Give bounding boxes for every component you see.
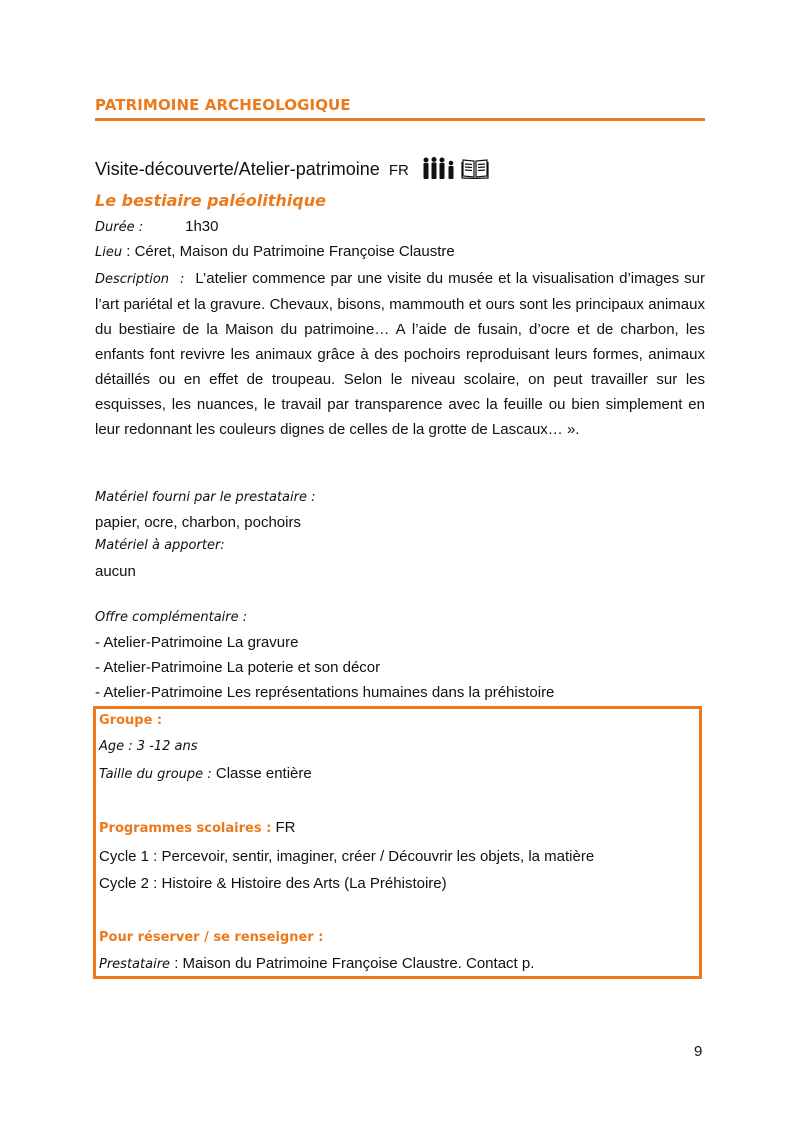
programs-row xyxy=(99,819,295,836)
book-icon xyxy=(461,157,489,179)
provider-row xyxy=(99,955,534,972)
section-title: PATRIMOINE ARCHEOLOGIQUE xyxy=(95,96,351,114)
cycle-2: Cycle 2 : Histoire & Histoire des Arts (La Préhistoire) xyxy=(99,875,447,892)
programs-label: Programmes scolaires : xyxy=(99,821,272,836)
family-icon xyxy=(422,157,456,179)
description-separator: : xyxy=(175,272,185,287)
location-label: Lieu xyxy=(95,245,123,260)
duration-row xyxy=(95,218,218,235)
location-value: : Céret, Maison du Patrimoine Françoise Claustre xyxy=(122,243,455,260)
booking-label: Pour réserver / se renseigner : xyxy=(99,930,324,945)
activity-title xyxy=(95,157,489,184)
programs-value: FR xyxy=(271,819,296,836)
page-number: 9 xyxy=(694,1043,703,1060)
provider-label: Prestataire xyxy=(99,957,171,972)
age-label: Age : 3 -12 ans xyxy=(99,739,198,754)
group-label: Groupe : xyxy=(99,713,163,728)
offer-item: - Atelier-Patrimoine La poterie et son décor xyxy=(95,659,381,676)
complementary-offer-label: Offre complémentaire : xyxy=(95,610,248,625)
cycle-1: Cycle 1 : Percevoir, sentir, imaginer, créer / Découvrir les objets, la matière xyxy=(99,848,595,865)
language-badge: FR xyxy=(388,162,409,179)
section-divider xyxy=(95,118,705,121)
group-size-label: Taille du groupe : xyxy=(99,767,212,782)
duration-label: Durée xyxy=(95,220,135,235)
provided-material-label: Matériel fourni par le prestataire : xyxy=(95,490,316,505)
bring-material-value: aucun xyxy=(95,563,136,580)
info-box xyxy=(93,706,702,979)
duration-value: 1h30 xyxy=(185,218,219,235)
group-size-row xyxy=(99,765,312,782)
offer-item: - Atelier-Patrimoine Les représentations humaines dans la préhistoire xyxy=(95,684,555,701)
provider-value: : Maison du Patrimoine Françoise Claustre. Contact p. xyxy=(170,955,535,972)
activity-title-text: Visite-découverte/Atelier-patrimoine xyxy=(95,159,380,179)
description-paragraph xyxy=(95,266,705,442)
bring-material-label: Matériel à apporter: xyxy=(95,538,225,553)
duration-separator: : xyxy=(134,220,144,235)
group-size-value: Classe entière xyxy=(211,765,312,782)
offer-item: - Atelier-Patrimoine La gravure xyxy=(95,634,299,651)
location-row xyxy=(95,243,455,260)
activity-icons xyxy=(422,157,489,184)
activity-subtitle: Le bestiaire paléolithique xyxy=(95,191,326,210)
description-text: L’atelier commence par une visite du musée et la visualisation d’images sur l’art pariétal et la gravure. Chevaux, bisons, mammouth et ours sont les principaux animaux du bestiaire de la Maison du patrimoine… A l’aide de fusain, d’ocre et de charbon, les enfants font revivre les animaux grâce à des pochoirs reproduisant leurs formes, animaux détaillés ou en effet de troupeau. Selon le niveau scolaire, on peut travailler sur les esquisses, les nuances, le travail par transparence avec la feuille ou bien simplement en leur redonnant les couleurs dignes de celles de la grotte de Lascaux… ». xyxy=(95,270,705,438)
provided-material-value: papier, ocre, charbon, pochoirs xyxy=(95,514,301,531)
description-label: Description xyxy=(95,272,170,287)
